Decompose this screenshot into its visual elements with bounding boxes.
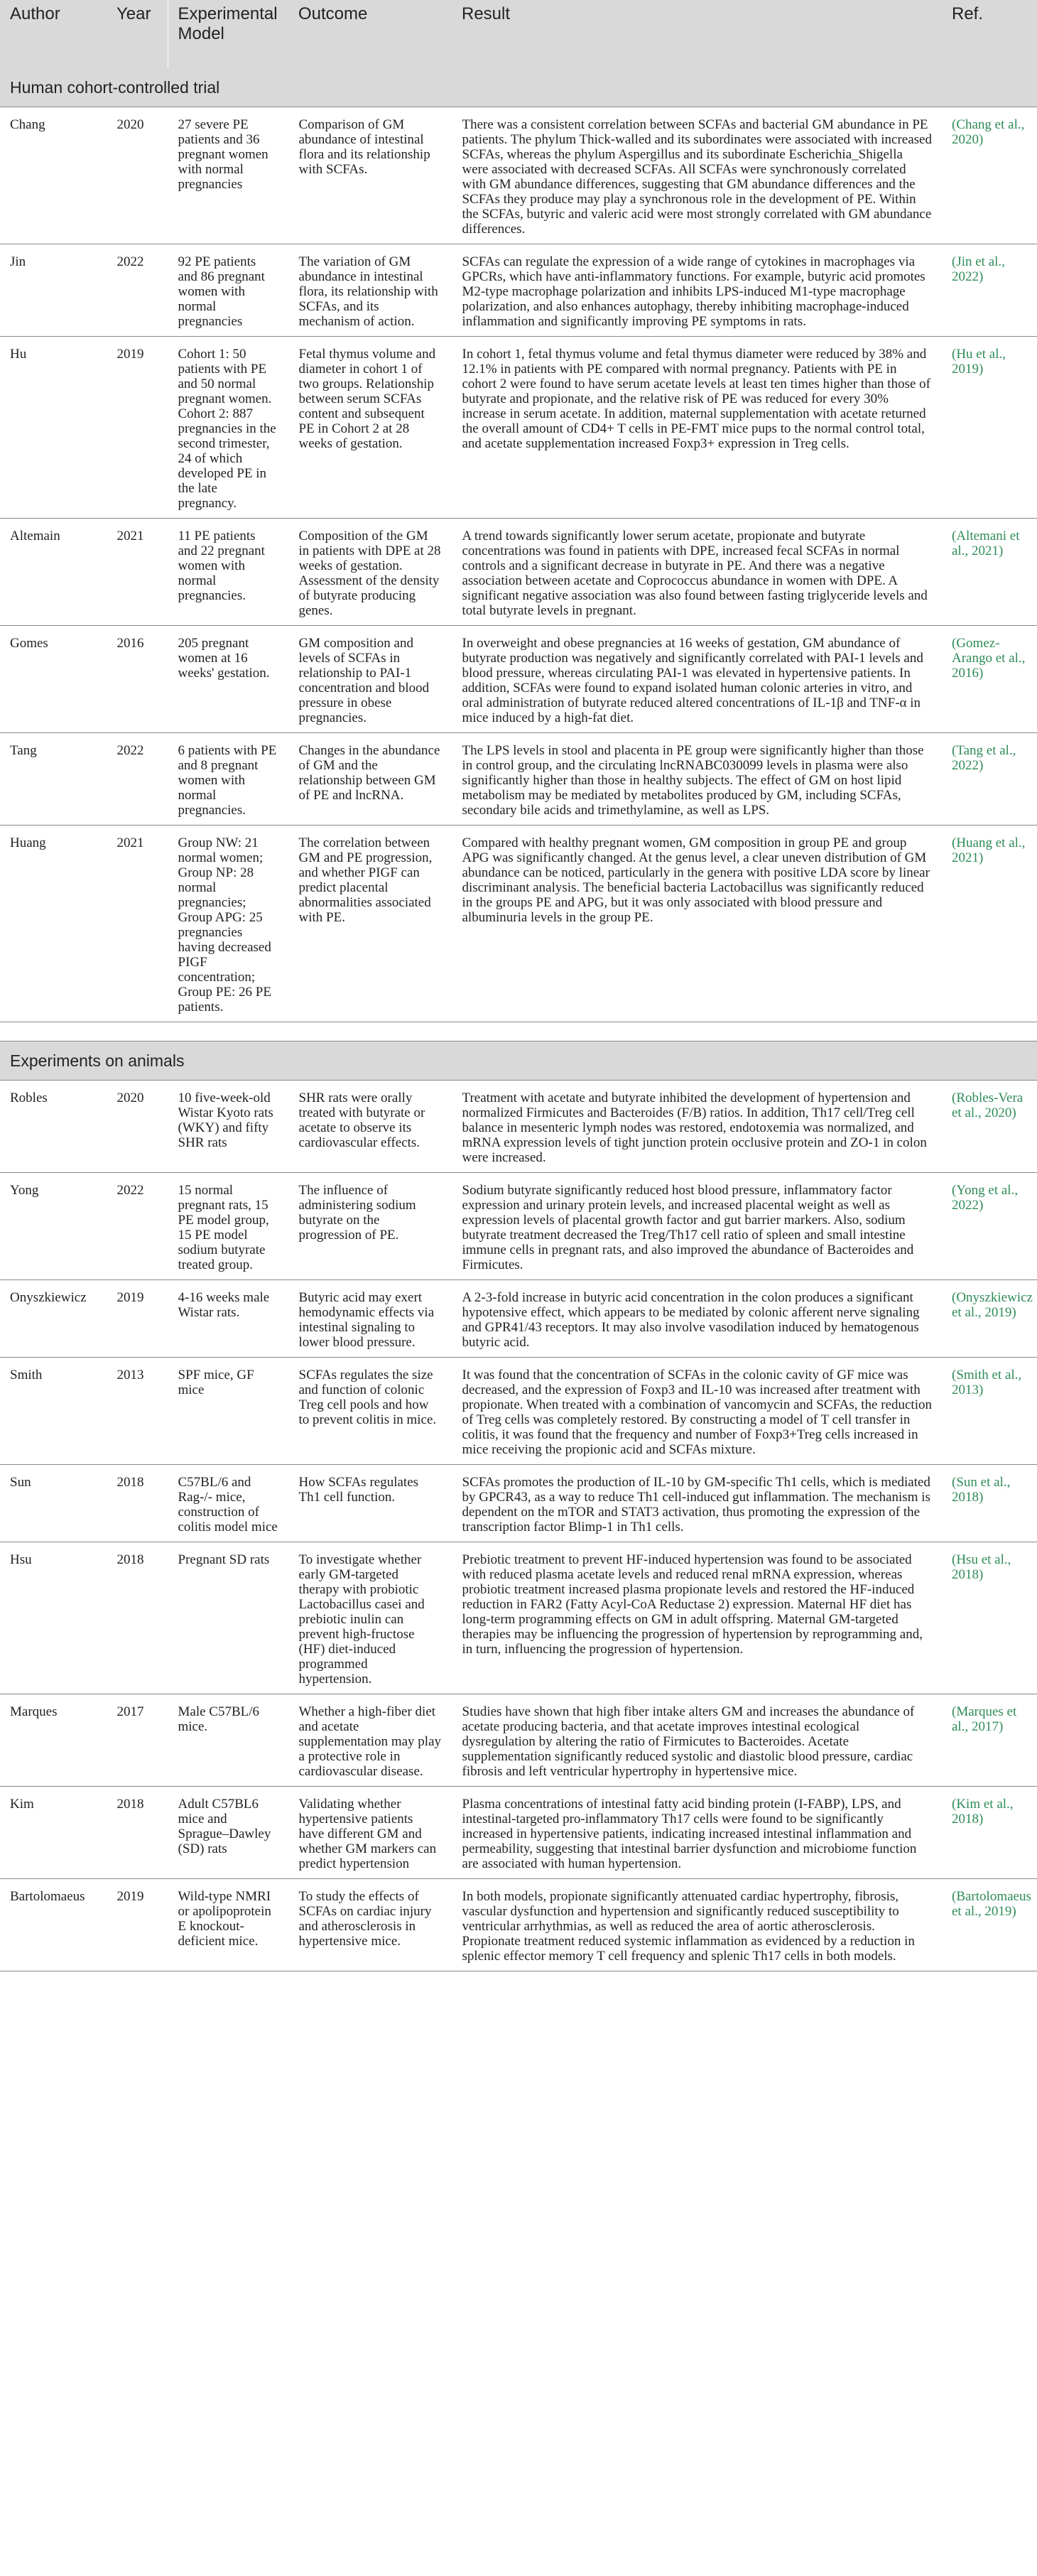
cell-ref[interactable]: (Yong et al., 2022) xyxy=(942,1173,1037,1280)
cell-result: In overweight and obese pregnancies at 16 weeks of gestation, GM abundance of butyrate production was negatively and significantly correlated with PAI-1 levels and blood pressure, whereas circulating PAI-1 was elevated in hypertensive patients. In addition, SCFAs were found to expand isolated human colonic arteries in vitro, and oral administration of butyrate reduced altered concentrations of IL-1β and TNF-α in mice induced by a high-fat diet. xyxy=(452,626,942,733)
table-row xyxy=(0,1358,1037,1465)
cell-outcome: Fetal thymus volume and diameter in cohort 1 of two groups. Relationship between serum SCFAs content and subsequent PE in Cohort 2 at 28 weeks of gestation. xyxy=(288,337,452,519)
cell-model: 10 five-week-old Wistar Kyoto rats (WKY) and fifty SHR rats xyxy=(168,1081,288,1173)
cell-author: Gomes xyxy=(0,626,107,733)
cell-author: Robles xyxy=(0,1081,107,1173)
cell-author: Tang xyxy=(0,733,107,826)
cell-result: Treatment with acetate and butyrate inhibited the development of hypertension and normalized Firmicutes and Bacteroides (F/B) ratios. In addition, Th17 cell/Treg cell balance in mesenteric lymph nodes was restored, endotoxemia was normalized, and mRNA expression levels of tight junction protein occlusive protein and ZO-1 in colon were increased. xyxy=(452,1081,942,1173)
cell-author: Hu xyxy=(0,337,107,519)
cell-ref[interactable]: (Onyszkiewicz et al., 2019) xyxy=(942,1280,1037,1358)
cell-year: 2018 xyxy=(107,1542,168,1694)
cell-ref[interactable]: (Huang et al., 2021) xyxy=(942,826,1037,1022)
cell-ref[interactable]: (Marques et al., 2017) xyxy=(942,1694,1037,1787)
cell-model: Male C57BL/6 mice. xyxy=(168,1694,288,1787)
cell-outcome: Whether a high-fiber diet and acetate supplementation may play a protective role in cardiovascular disease. xyxy=(288,1694,452,1787)
cell-ref[interactable]: (Kim et al., 2018) xyxy=(942,1787,1037,1879)
table-row xyxy=(0,1694,1037,1787)
cell-author: Altemain xyxy=(0,519,107,626)
cell-author: Marques xyxy=(0,1694,107,1787)
cell-ref[interactable]: (Smith et al., 2013) xyxy=(942,1358,1037,1465)
section-spacer xyxy=(0,1022,1037,1041)
cell-year: 2020 xyxy=(107,1081,168,1173)
section-header-row xyxy=(0,68,1037,107)
table-row xyxy=(0,733,1037,826)
cell-author: Jin xyxy=(0,244,107,337)
cell-model: 6 patients with PE and 8 pregnant women with normal pregnancies. xyxy=(168,733,288,826)
cell-model: SPF mice, GF mice xyxy=(168,1358,288,1465)
cell-ref[interactable]: (Gomez-Arango et al., 2016) xyxy=(942,626,1037,733)
cell-outcome: Butyric acid may exert hemodynamic effects via intestinal signaling to lower blood pressure. xyxy=(288,1280,452,1358)
cell-outcome: Changes in the abundance of GM and the relationship between GM of PE and lncRNA. xyxy=(288,733,452,826)
cell-year: 2013 xyxy=(107,1358,168,1465)
cell-outcome: Comparison of GM abundance of intestinal flora and its relationship with SCFAs. xyxy=(288,107,452,244)
table-row xyxy=(0,1280,1037,1358)
cell-ref[interactable]: (Bartolomaeus et al., 2019) xyxy=(942,1879,1037,1971)
table-row xyxy=(0,1787,1037,1879)
section-title: Experiments on animals xyxy=(0,1041,1037,1081)
cell-year: 2018 xyxy=(107,1465,168,1542)
cell-author: Hsu xyxy=(0,1542,107,1694)
cell-year: 2016 xyxy=(107,626,168,733)
cell-outcome: GM composition and levels of SCFAs in relationship to PAI-1 concentration and blood pressure in obese pregnancies. xyxy=(288,626,452,733)
cell-ref[interactable]: (Hu et al., 2019) xyxy=(942,337,1037,519)
cell-ref[interactable]: (Sun et al., 2018) xyxy=(942,1465,1037,1542)
cell-result: In cohort 1, fetal thymus volume and fetal thymus diameter were reduced by 38% and 12.1% in patients with PE compared with normal pregnancy. Patients with PE in cohort 2 were found to have serum acetate levels at least ten times higher than those of butyrate and propionate, and the relative risk of PE was reduced for every 30% increase in serum acetate. In addition, maternal supplementation with acetate returned the overall amount of CD4+ T cells in PE-FMT mice pups to the normal control total, and acetate supplementation increased Foxp3+ expression in Treg cells. xyxy=(452,337,942,519)
cell-outcome: SCFAs regulates the size and function of colonic Treg cell pools and how to prevent colitis in mice. xyxy=(288,1358,452,1465)
cell-year: 2021 xyxy=(107,826,168,1022)
cell-result: SCFAs can regulate the expression of a wide range of cytokines in macrophages via GPCRs, which have anti-inflammatory functions. For example, butyric acid promotes M2-type macrophage polarization and inhibits LPS-induced M1-type macrophage polarization, and also enhances autophagy, thereby inhibiting macrophage-induced inflammation and significantly improving PE symptoms in rats. xyxy=(452,244,942,337)
cell-outcome: The variation of GM abundance in intestinal flora, its relationship with SCFAs, and its mechanism of action. xyxy=(288,244,452,337)
table-row xyxy=(0,1173,1037,1280)
cell-year: 2019 xyxy=(107,1280,168,1358)
table-body xyxy=(0,68,1037,1971)
cell-author: Sun xyxy=(0,1465,107,1542)
table-row xyxy=(0,826,1037,1022)
cell-outcome: Validating whether hypertensive patients have different GM and whether GM markers can predict hypertension xyxy=(288,1787,452,1879)
cell-author: Onyszkiewicz xyxy=(0,1280,107,1358)
cell-result: The LPS levels in stool and placenta in PE group were significantly higher than those in control group, and the circulating lncRNABC030099 levels in plasma were also significantly higher than those in healthy subjects. The effect of GM on host lipid metabolism may be mediated by metabolites produced by GM, including SCFAs, secondary bile acids and trimethylamine, as well as LPS. xyxy=(452,733,942,826)
table-row xyxy=(0,244,1037,337)
cell-ref[interactable]: (Hsu et al., 2018) xyxy=(942,1542,1037,1694)
cell-model: 11 PE patients and 22 pregnant women with normal pregnancies. xyxy=(168,519,288,626)
header-ref: Ref. xyxy=(942,0,1037,68)
cell-author: Smith xyxy=(0,1358,107,1465)
cell-outcome: The correlation between GM and PE progression, and whether PIGF can predict placental abnormalities associated with PE. xyxy=(288,826,452,1022)
cell-outcome: Composition of the GM in patients with DPE at 28 weeks of gestation. Assessment of the density of butyrate producing genes. xyxy=(288,519,452,626)
cell-result: SCFAs promotes the production of IL-10 by GM-specific Th1 cells, which is mediated by GPCR43, as a way to reduce Th1 cell-induced gut inflammation. The mechanism is dependent on the mTOR and STAT3 activation, thus promoting the expression of the transcription factor Blimp-1 in Th1 cells. xyxy=(452,1465,942,1542)
cell-year: 2018 xyxy=(107,1787,168,1879)
cell-ref[interactable]: (Robles-Vera et al., 2020) xyxy=(942,1081,1037,1173)
table-row xyxy=(0,1081,1037,1173)
cell-model: Group NW: 21 normal women; Group NP: 28 normal pregnancies; Group APG: 25 pregnancies having decreased PIGF concentration; Group PE: 26 PE patients. xyxy=(168,826,288,1022)
cell-outcome: The influence of administering sodium butyrate on the progression of PE. xyxy=(288,1173,452,1280)
section-header-row xyxy=(0,1041,1037,1081)
cell-result: It was found that the concentration of SCFAs in the colonic cavity of GF mice was decreased, and the expression of Foxp3 and IL-10 was increased after treatment with propionate. When treated with a combination of vancomycin and SCFAs, the reduction of Treg cells was completely restored. By constructing a model of T cell transfer in colitis, it was found that the frequency and number of Foxp3+Treg cells increased in mice receiving the propionic acid and SCFAs mixture. xyxy=(452,1358,942,1465)
cell-outcome: How SCFAs regulates Th1 cell function. xyxy=(288,1465,452,1542)
header-year: Year xyxy=(107,0,168,68)
cell-year: 2022 xyxy=(107,1173,168,1280)
header-model: Experimental Model xyxy=(168,0,288,68)
cell-result: Studies have shown that high fiber intake alters GM and increases the abundance of acetate producing bacteria, and that acetate improves intestinal ecological dysregulation by altering the ratio of Firmicutes to Bacteroides. Acetate supplementation significantly reduced systolic and diastolic blood pressure, cardiac fibrosis and left ventricular hypertrophy in hypertensive mice. xyxy=(452,1694,942,1787)
cell-ref[interactable]: (Chang et al., 2020) xyxy=(942,107,1037,244)
table-row xyxy=(0,626,1037,733)
cell-result: Plasma concentrations of intestinal fatty acid binding protein (I-FABP), LPS, and intestinal-targeted pro-inflammatory Th17 cells were found to be significantly increased in hypertensive patients, indicating increased intestinal inflammation and permeability, suggesting that intestinal barrier dysfunction and microbiome function are associated with human hypertension. xyxy=(452,1787,942,1879)
table-header xyxy=(0,0,1037,68)
cell-result: Prebiotic treatment to prevent HF-induced hypertension was found to be associated with reduced plasma acetate levels and reduced renal mRNA expression, whereas probiotic treatment increased plasma propionate levels and restored the HF-induced reduction in FAR2 (Fatty Acyl-CoA Reductase 2) expression. Maternal HF diet has long-term programming effects on GM in adult offspring. Maternal GM-targeted therapies may be influencing the progression of hypertension by reprogramming and, in turn, influencing the progression of hypertension. xyxy=(452,1542,942,1694)
cell-model: 4-16 weeks male Wistar rats. xyxy=(168,1280,288,1358)
cell-year: 2020 xyxy=(107,107,168,244)
table-row xyxy=(0,1879,1037,1971)
cell-outcome: To investigate whether early GM-targeted therapy with probiotic Lactobacillus casei and prebiotic inulin can prevent high-fructose (HF) diet-induced programmed hypertension. xyxy=(288,1542,452,1694)
cell-year: 2022 xyxy=(107,733,168,826)
header-outcome: Outcome xyxy=(288,0,452,68)
cell-author: Kim xyxy=(0,1787,107,1879)
cell-outcome: To study the effects of SCFAs on cardiac injury and atherosclerosis in hypertensive mice. xyxy=(288,1879,452,1971)
cell-outcome: SHR rats were orally treated with butyrate or acetate to observe its cardiovascular effects. xyxy=(288,1081,452,1173)
cell-model: 27 severe PE patients and 36 pregnant women with normal pregnancies xyxy=(168,107,288,244)
cell-result: A trend towards significantly lower serum acetate, propionate and butyrate concentrations was found in patients with DPE, increased fecal SCFAs in normal controls and a significant decrease in butyrate in PE. And there was a negative association between acetate and Coprococcus abundance in women with DPE. A significant negative association was also found between fasting triglyceride levels and total butyrate levels in pregnant. xyxy=(452,519,942,626)
cell-author: Huang xyxy=(0,826,107,1022)
cell-result: A 2-3-fold increase in butyric acid concentration in the colon produces a significant hypotensive effect, which appears to be mediated by colonic afferent nerve signaling and GPR41/43 receptors. It may also involve vasodilation induced by hematogenous butyric acid. xyxy=(452,1280,942,1358)
cell-year: 2019 xyxy=(107,337,168,519)
cell-result: In both models, propionate significantly attenuated cardiac hypertrophy, fibrosis, vascular dysfunction and hypertension and significantly reduced susceptibility to ventricular arrhythmias, as well as reduced the area of aortic atherosclerosis. Propionate treatment reduced systemic inflammation as evidenced by a reduction in splenic effector memory T cell frequency and splenic Th17 cells in both models. xyxy=(452,1879,942,1971)
cell-author: Bartolomaeus xyxy=(0,1879,107,1971)
header-author: Author xyxy=(0,0,107,68)
cell-result: Sodium butyrate significantly reduced host blood pressure, inflammatory factor expression and urinary protein levels, and increased placental weight as well as expression levels of placental growth factor and gut barrier markers. Also, sodium butyrate treatment decreased the Treg/Th17 cell ratio of spleen and small intestine immune cells in pregnant rats, and also improved the abundance of Bacteroides and Firmicutes. xyxy=(452,1173,942,1280)
section-spacer-cell xyxy=(0,1022,1037,1041)
cell-model: Cohort 1: 50 patients with PE and 50 normal pregnant women. Cohort 2: 887 pregnancies in the second trimester, 24 of which developed PE in the late pregnancy. xyxy=(168,337,288,519)
cell-year: 2022 xyxy=(107,244,168,337)
cell-result: Compared with healthy pregnant women, GM composition in group PE and group APG was significantly changed. At the genus level, a clear uneven distribution of GM abundance can be noticed, particularly in the genera with positive LDA score by linear discriminant analysis. The beneficial bacteria Lactobacillus was significantly reduced in the groups PE and APG, but it was only associated with blood pressure and albuminuria levels in the group PE. xyxy=(452,826,942,1022)
header-result: Result xyxy=(452,0,942,68)
cell-model: Pregnant SD rats xyxy=(168,1542,288,1694)
cell-model: 92 PE patients and 86 pregnant women with normal pregnancies xyxy=(168,244,288,337)
cell-ref[interactable]: (Altemani et al., 2021) xyxy=(942,519,1037,626)
cell-model: C57BL/6 and Rag-/- mice, construction of colitis model mice xyxy=(168,1465,288,1542)
cell-model: 205 pregnant women at 16 weeks' gestation. xyxy=(168,626,288,733)
cell-year: 2019 xyxy=(107,1879,168,1971)
table-row xyxy=(0,337,1037,519)
cell-model: Wild-type NMRI or apolipoprotein E knockout-deficient mice. xyxy=(168,1879,288,1971)
cell-author: Yong xyxy=(0,1173,107,1280)
cell-model: Adult C57BL6 mice and Sprague–Dawley (SD) rats xyxy=(168,1787,288,1879)
cell-year: 2017 xyxy=(107,1694,168,1787)
table-row xyxy=(0,1465,1037,1542)
cell-model: 15 normal pregnant rats, 15 PE model group, 15 PE model sodium butyrate treated group. xyxy=(168,1173,288,1280)
table-row xyxy=(0,519,1037,626)
section-title: Human cohort-controlled trial xyxy=(0,68,1037,107)
cell-result: There was a consistent correlation between SCFAs and bacterial GM abundance in PE patients. The phylum Thick-walled and its subordinates were associated with increased SCFAs, whereas the phylum Aspergillus and its subordinate Escherichia_Shigella were associated with decreased SCFAs. All SCFAs were synchronously correlated with GM abundance differences, suggesting that GM abundance differences and the SCFAs they produce may play a synchronous role in the development of PE. Within the SCFAs, butyric and valeric acid were most strongly correlated with GM abundance differences. xyxy=(452,107,942,244)
cell-year: 2021 xyxy=(107,519,168,626)
cell-ref[interactable]: (Jin et al., 2022) xyxy=(942,244,1037,337)
cell-author: Chang xyxy=(0,107,107,244)
cell-ref[interactable]: (Tang et al., 2022) xyxy=(942,733,1037,826)
table-row xyxy=(0,107,1037,244)
table-row xyxy=(0,1542,1037,1694)
